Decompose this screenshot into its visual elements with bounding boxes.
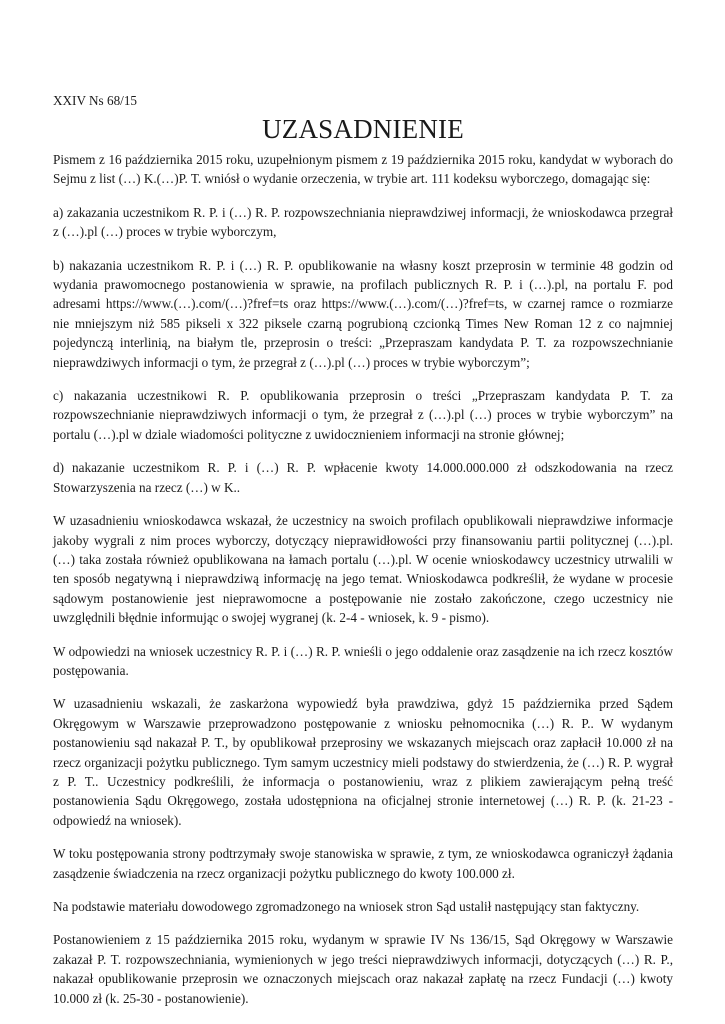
paragraph-request-d: d) nakazanie uczestnikom R. P. i (…) R. P. wpłacenie kwoty 14.000.000.000 zł odszkodowania na rzecz Stowarzyszenia na rzecz (…) w K.. bbox=[53, 460, 673, 495]
paragraph-findings: Postanowieniem z 15 października 2015 roku, wydanym w sprawie IV Ns 136/15, Sąd Okręgowy w Warszawie zakazał P. T. rozpowszechniania, wymienionych w jego treści nieprawdziwych informacji, dotyczących (…) R. P., nakazał opublikowanie przeprosin we oznaczonych miejscach oraz nakazał zapłatę na rzecz Fundacji (…) kwoty 10.000 zł (k. 25-30 - postanowienie). bbox=[53, 932, 673, 1006]
paragraph-request-b: b) nakazania uczestnikom R. P. i (…) R. P. opublikowanie na własny koszt przeprosin w terminie 48 godzin od wydania prawomocnego postanowienia w sprawie, na profilach publicznych R. P. i (…).pl, na portalu F. pod adresami https://www.(…).com/(…)?fref=ts oraz https://www.(…).com/(…)?fref=ts, w czarnej ramce o rozmiarze nie mniejszym niż 585 pikseli x 322 piksele czarną pogrubioną czcionką Times New Roman 12 z co najmniej pojedynczą interlinią, na białym tle, przeprosin o treści: „Przepraszam kandydata P. T. za rozpowszechnianie nieprawdziwych informacji o tym, że przegrał z (…).pl (…) proces w trybie wyborczym”; bbox=[53, 257, 673, 370]
paragraph-intro: Pismem z 16 października 2015 roku, uzupełnionym pismem z 19 października 2015 roku, kandydat w wyborach do Sejmu z list (…) K.(…)P. T. wniósł o wydanie orzeczenia, w trybie art. 111 kodeksu wyborczego, domagając się: bbox=[53, 152, 673, 187]
paragraph-request-c: c) nakazania uczestnikowi R. P. opublikowania przeprosin o treści „Przepraszam kandydata P. T. za rozpowszechnianie nieprawdziwych informacji o tym, że przegrał z (…).pl (…) proces w trybie wyborczym” na portalu (…).pl w dziale wiadomości polityczne z uwidocznieniem informacji na stronie głównej; bbox=[53, 388, 673, 442]
paragraph-findings-intro: Na podstawie materiału dowodowego zgromadzonego na wniosek stron Sąd ustalił następujący stan faktyczny. bbox=[53, 899, 640, 914]
case-number: XXIV Ns 68/15 bbox=[53, 93, 138, 108]
paragraph-participants-reasoning: W uzasadnieniu wskazali, że zaskarżona wypowiedź była prawdziwa, gdyż 15 października przed Sądem Okręgowym w Warszawie przeprowadzono postępowanie z wniosku pełnomocnika (…) R. P.. W wydanym postanowieniu sąd nakazał P. T., by opublikował przeprosiny we wskazanych miejscach oraz zapłacił 10.000 zł na rzecz organizacji pożytku publicznego. Tym samym uczestnicy mieli podstawy do stwierdzenia, że (…) R. P. wygrał z P. T.. Uczestnicy podkreślili, że informacja o postanowieniu, wraz z plikiem zawierającym pełną treść postanowienia Sądu Okręgowego, została udostępniona na oficjalnej stronie internetowej (…) R. P. (k. 21-23 - odpowiedź na wniosek). bbox=[53, 696, 673, 828]
paragraph-request-a: a) zakazania uczestnikom R. P. i (…) R. P. rozpowszechniania nieprawdziwej informacji, że wnioskodawca przegrał z (…).pl (…) proces w trybie wyborczym, bbox=[53, 204, 673, 240]
document-body bbox=[53, 150, 673, 1022]
document-title: UZASADNIENIE bbox=[262, 114, 464, 144]
paragraph-applicant-reasoning: W uzasadnieniu wnioskodawca wskazał, że uczestnicy na swoich profilach opublikowali nieprawdziwe informacje jakoby wygrali z nim proces wyborczy, dotyczący nieprawidłowości przy finansowaniu partii politycznej (…).pl. (…) taka została również opublikowana na łamach portalu (…).pl. W ocenie wnioskodawcy uczestnicy utrwalili w ten sposób negatywną i nieprawdziwą informację na jego temat. Wnioskodawca podkreślił, że wydane w procesie sądowym postanowienie jest nieprawomocne a postępowanie nie zostało zakończone, czego uczestnicy nie uwzględnili błędnie informując o swojej wygranej (k. 2-4 - wniosek, k. 9 - pismo). bbox=[53, 513, 673, 626]
paragraph-proceedings: W toku postępowania strony podtrzymały swoje stanowiska w sprawie, z tym, ze wnioskodawca ograniczył żądania zasądzenie świadczenia na rzecz organizacji pożytku publicznego do kwoty 100.000 zł. bbox=[53, 846, 673, 881]
paragraph-participants-response: W odpowiedzi na wniosek uczestnicy R. P. i (…) R. P. wnieśli o jego oddalenie oraz zasądzenie na ich rzecz kosztów postępowania. bbox=[53, 643, 673, 678]
